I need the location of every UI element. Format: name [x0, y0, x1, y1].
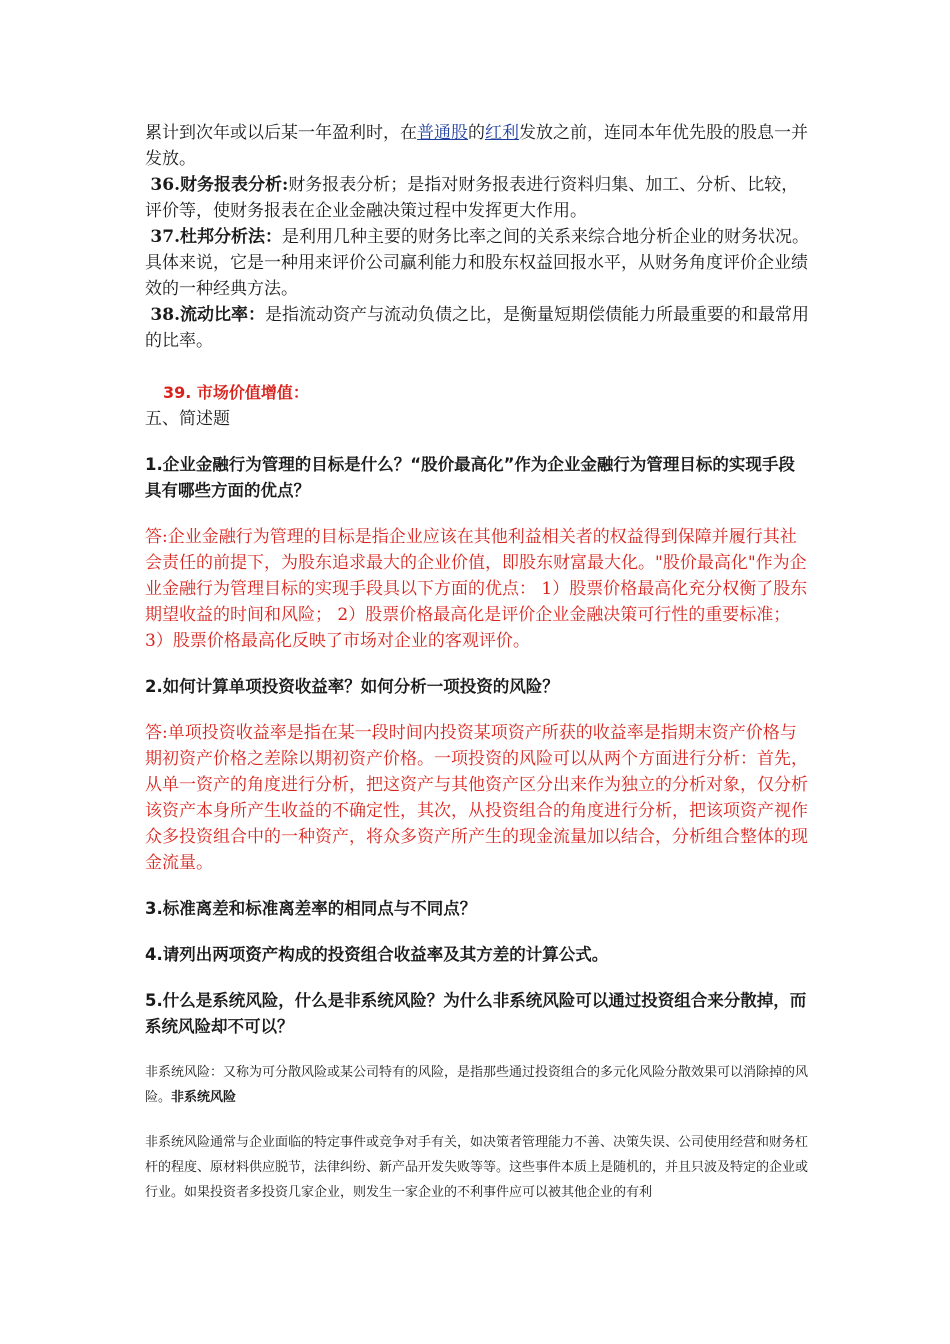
answer-1: 答:企业金融行为管理的目标是指企业应该在其他利益相关者的权益得到保障并履行其社会责任的前提下，为股东追求最大的企业价值，即股东财富最大化。"股价最高化"作为企业金融行为管理目标的实现手段具以下方面的优点： 1）股票价格最高化充分权衡了股东期望收益的时间和风险； 2）股票价格最高化是评价企业金融决策可行性的重要标准； 3）股票价格最高化反映了市场对企业的客观评价。: [145, 527, 808, 651]
link-dividend[interactable]: 红利: [485, 123, 519, 143]
term-37: 37.杜邦分析法：: [150, 227, 282, 247]
term-39: 39. 市场价值增值：: [163, 383, 309, 402]
definition-36: 36.财务报表分析:财务报表分析；是指对财务报表进行资料归集、加工、分析、比较，评价等，使财务报表在企业金融决策过程中发挥更大作用。: [145, 175, 799, 221]
definition-38: 38.流动比率：是指流动资产与流动负债之比，是衡量短期偿债能力所最重要的和最常用的比率。: [145, 305, 809, 351]
note-unsystematic-risk-definition: 非系统风险：又称为可分散风险或某公司特有的风险，是指那些通过投资组合的多元化风险分散效果可以消除掉的风险。非系统风险: [145, 1065, 809, 1105]
question-5: 5.什么是系统风险，什么是非系统风险？为什么非系统风险可以通过投资组合来分散掉，而系统风险却不可以？: [145, 991, 807, 1036]
answer-2: 答:单项投资收益率是指在某一段时间内投资某项资产所获的收益率是指期末资产价格与期初资产价格之差除以期初资产价格。一项投资的风险可以从两个方面进行分析：首先，从单一资产的角度进行分析，把这资产与其他资产区分出来作为独立的分析对象，仅分析该资产本身所产生收益的不确定性，其次，从投资组合的角度进行分析，把该项资产视作众多投资组合中的一种资产，将众多资产所产生的现金流量加以结合，分析组合整体的现金流量。: [145, 723, 808, 873]
term-38: 38.流动比率：: [150, 305, 265, 325]
question-4: 4.请列出两项资产构成的投资组合收益率及其方差的计算公式。: [145, 945, 609, 964]
term-36: 36.财务报表分析:: [150, 175, 289, 195]
question-2: 2.如何计算单项投资收益率？如何分析一项投资的风险？: [145, 677, 559, 696]
link-common-stock[interactable]: 普通股: [417, 123, 468, 143]
question-1: 1.企业金融行为管理的目标是什么？“股价最高化”作为企业金融行为管理目标的实现手段具有哪些方面的优点？: [145, 455, 795, 500]
section-heading: 五、简述题: [145, 409, 230, 429]
paragraph-35-continued: 累计到次年或以后某一年盈利时，在普通股的红利发放之前，连同本年优先股的股息一并发放。: [145, 123, 808, 169]
question-3: 3.标准离差和标准离差率的相同点与不同点？: [145, 899, 477, 918]
document-page: [145, 120, 810, 1205]
note-unsystematic-risk-detail: 非系统风险通常与企业面临的特定事件或竞争对手有关，如决策者管理能力不善、决策失误、公司使用经营和财务杠杆的程度、原材料供应脱节，法律纠纷、新产品开发失败等等。这些事件本质上是随机的，并且只波及特定的企业或行业。如果投资者多投资几家企业，则发生一家企业的不利事件应可以被其他企业的有利: [145, 1135, 809, 1200]
definition-37: 37.杜邦分析法：是利用几种主要的财务比率之间的关系来综合地分析企业的财务状况。具体来说，它是一种用来评价公司赢利能力和股东权益回报水平，从财务角度评价企业绩效的一种经典方法。: [145, 227, 809, 299]
